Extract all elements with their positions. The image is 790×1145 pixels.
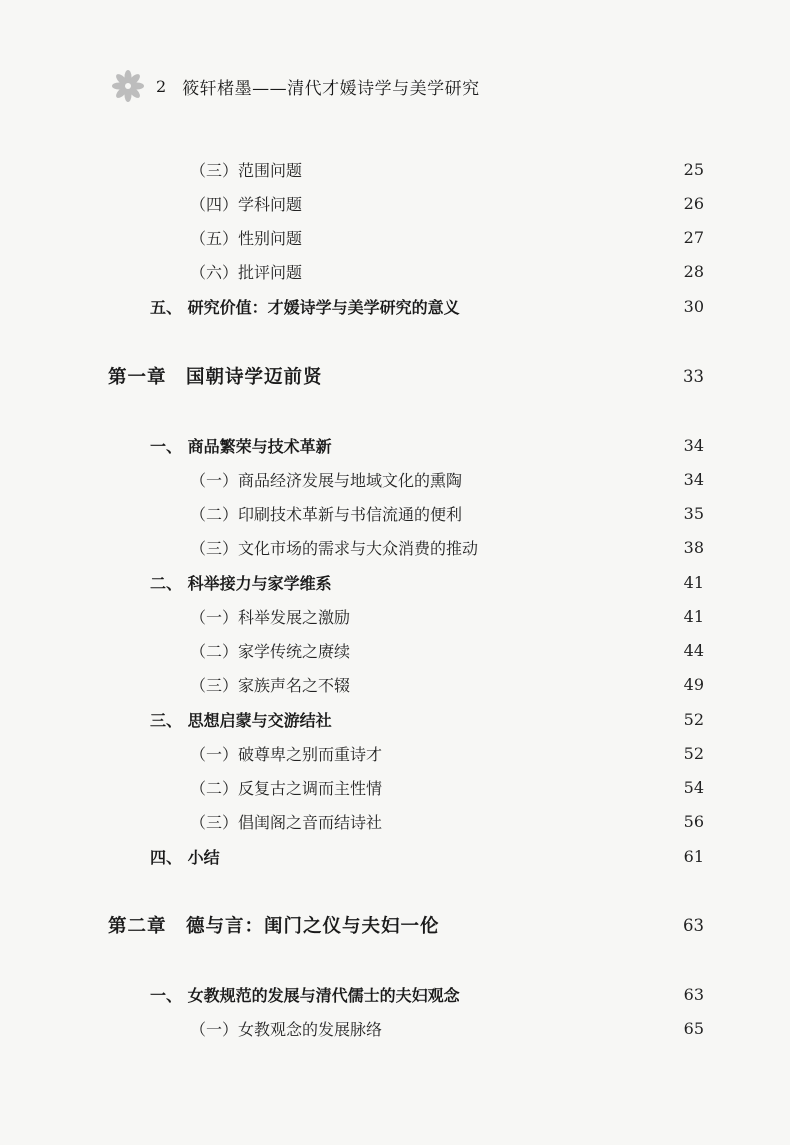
chapter-entry bbox=[0, 364, 790, 388]
flower-ornament-icon bbox=[110, 68, 146, 104]
chapter-entry bbox=[0, 913, 790, 937]
entry-page-number: 63 bbox=[683, 984, 704, 1004]
subsection-entry bbox=[0, 638, 790, 662]
subsection-entry bbox=[0, 1016, 790, 1040]
entry-title: （一）女教观念的发展脉络 bbox=[190, 1019, 383, 1039]
entry-page-number: 44 bbox=[683, 640, 704, 660]
subsection-entry bbox=[0, 467, 790, 491]
entry-title: （一）科举发展之激励 bbox=[190, 607, 351, 627]
subsection-entry bbox=[0, 809, 790, 833]
entry-title: 四、 小结 bbox=[150, 847, 220, 867]
entry-title: （六）批评问题 bbox=[190, 262, 303, 282]
entry-title: （五）性别问题 bbox=[190, 228, 303, 248]
entry-page-number: 33 bbox=[683, 366, 704, 386]
subsection-entry bbox=[0, 741, 790, 765]
entry-page-number: 38 bbox=[683, 537, 704, 557]
subsection-entry bbox=[0, 604, 790, 628]
entry-title: （一）商品经济发展与地域文化的熏陶 bbox=[190, 470, 463, 490]
entry-page-number: 30 bbox=[683, 296, 704, 316]
entry-title: 第一章 国朝诗学迈前贤 bbox=[108, 367, 323, 388]
entry-title: （二）印刷技术革新与书信流通的便利 bbox=[190, 504, 463, 524]
subsection-entry bbox=[0, 672, 790, 696]
entry-title: （四）学科问题 bbox=[190, 194, 303, 214]
subsection-entry bbox=[0, 535, 790, 559]
entry-page-number: 49 bbox=[683, 674, 704, 694]
entry-page-number: 25 bbox=[683, 159, 704, 179]
section-entry bbox=[0, 982, 790, 1006]
entry-title: （二）反复古之调而主性情 bbox=[190, 778, 383, 798]
entry-page-number: 34 bbox=[683, 469, 704, 489]
entry-page-number: 54 bbox=[683, 777, 704, 797]
running-header bbox=[110, 68, 480, 104]
subsection-entry bbox=[0, 157, 790, 181]
section-entry bbox=[0, 294, 790, 318]
entry-page-number: 56 bbox=[683, 811, 704, 831]
entry-page-number: 27 bbox=[683, 227, 704, 247]
subsection-entry bbox=[0, 775, 790, 799]
entry-title: （三）范围问题 bbox=[190, 160, 303, 180]
entry-title: （三）倡闺阁之音而结诗社 bbox=[190, 812, 383, 832]
entry-title: 一、 商品繁荣与技术革新 bbox=[150, 436, 332, 456]
section-entry bbox=[0, 570, 790, 594]
entry-page-number: 35 bbox=[683, 503, 704, 523]
entry-title: （二）家学传统之赓续 bbox=[190, 641, 351, 661]
entry-page-number: 63 bbox=[683, 915, 704, 935]
page-number: 2 bbox=[156, 76, 167, 96]
entry-page-number: 65 bbox=[683, 1018, 704, 1038]
entry-page-number: 28 bbox=[683, 261, 704, 281]
section-entry bbox=[0, 433, 790, 457]
book-title: 筱轩楮墨——清代才媛诗学与美学研究 bbox=[182, 78, 480, 99]
entry-title: 三、 思想启蒙与交游结社 bbox=[150, 710, 332, 730]
subsection-entry bbox=[0, 225, 790, 249]
section-entry bbox=[0, 844, 790, 868]
entry-title: （三）文化市场的需求与大众消费的推动 bbox=[190, 538, 479, 558]
entry-title: 五、 研究价值：才媛诗学与美学研究的意义 bbox=[150, 297, 460, 317]
entry-page-number: 41 bbox=[683, 572, 704, 592]
entry-page-number: 52 bbox=[683, 743, 704, 763]
entry-page-number: 52 bbox=[683, 709, 704, 729]
entry-page-number: 61 bbox=[683, 846, 704, 866]
subsection-entry bbox=[0, 501, 790, 525]
section-entry bbox=[0, 707, 790, 731]
entry-page-number: 41 bbox=[683, 606, 704, 626]
entry-title: 二、 科举接力与家学维系 bbox=[150, 573, 332, 593]
entry-page-number: 34 bbox=[683, 435, 704, 455]
entry-title: （一）破尊卑之别而重诗才 bbox=[190, 744, 383, 764]
subsection-entry bbox=[0, 191, 790, 215]
entry-title: 第二章 德与言：闺门之仪与夫妇一伦 bbox=[108, 916, 440, 937]
entry-title: （三）家族声名之不辍 bbox=[190, 675, 351, 695]
entry-page-number: 26 bbox=[683, 193, 704, 213]
entry-title: 一、 女教规范的发展与清代儒士的夫妇观念 bbox=[150, 985, 460, 1005]
subsection-entry bbox=[0, 259, 790, 283]
